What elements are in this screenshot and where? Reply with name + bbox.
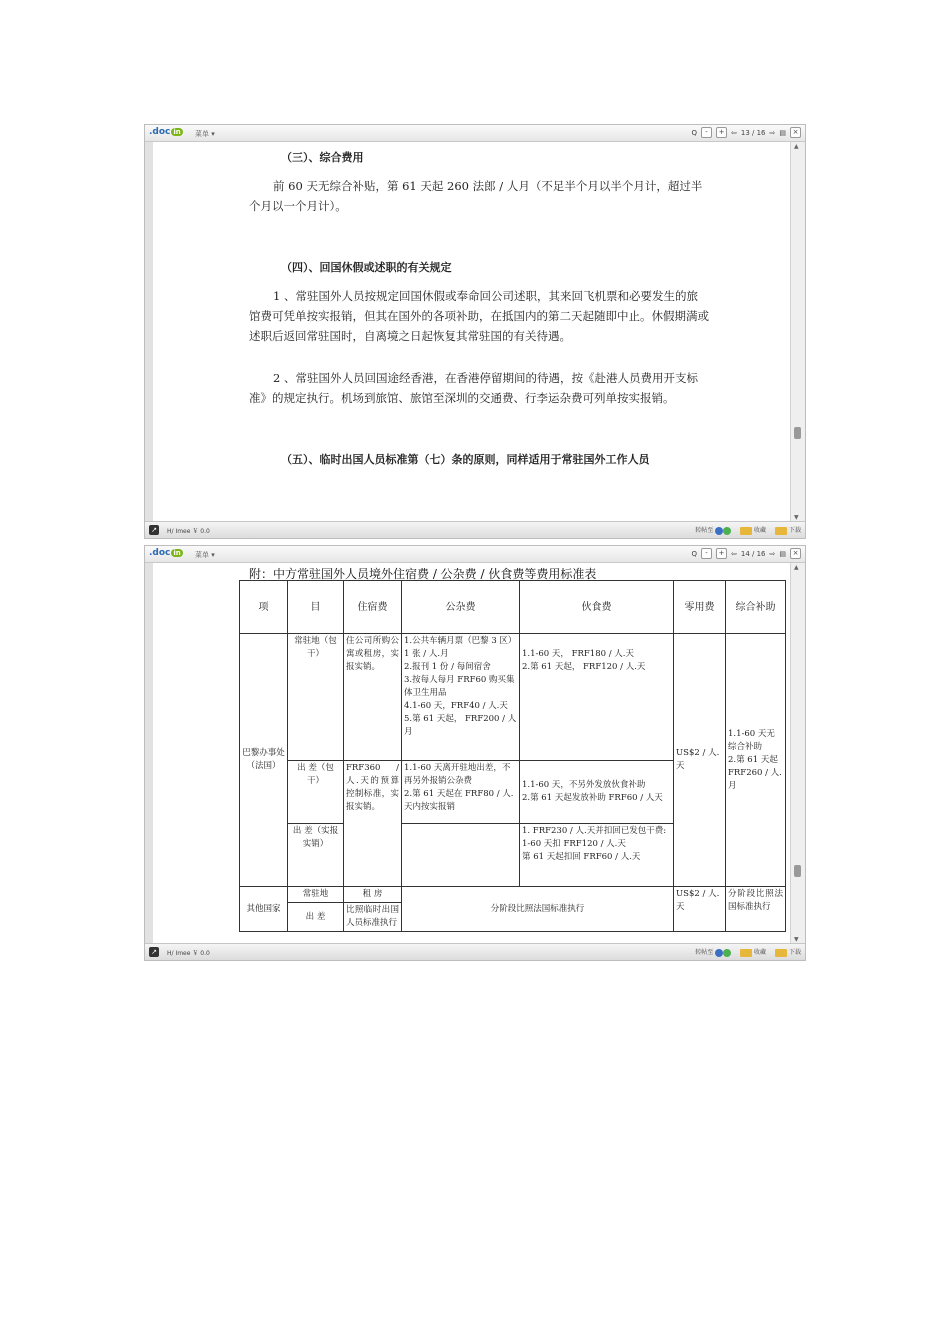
download-button[interactable] <box>775 947 801 957</box>
logo-badge: in <box>173 549 181 557</box>
forward-label: 转帖至 <box>695 949 714 956</box>
zoom-out-button[interactable]: - <box>701 548 712 559</box>
scroll-thumb[interactable] <box>794 865 801 877</box>
vertical-scrollbar[interactable] <box>790 563 805 944</box>
share-icon-2[interactable] <box>723 949 731 957</box>
header-pocket: 零用费 <box>674 581 726 634</box>
document-viewer-page-13 <box>144 124 806 539</box>
paris-resident-label: 常驻地（包 干） <box>288 634 344 761</box>
left-margin <box>145 142 153 522</box>
favorite-label: 收藏 <box>754 949 767 956</box>
fee-standard-table <box>239 580 786 932</box>
zoom-in-button[interactable]: + <box>716 548 727 559</box>
heading-3: （三）、综合费用 <box>281 151 364 164</box>
scroll-down-icon[interactable]: ▼ <box>794 936 799 943</box>
folder-icon <box>740 949 752 957</box>
viewer-toolbar <box>145 125 805 142</box>
favorite-button[interactable] <box>740 525 766 535</box>
favorite-button[interactable] <box>740 947 766 957</box>
viewer-statusbar <box>145 943 805 960</box>
other-resident-lodging: 租 房 <box>344 887 402 903</box>
other-resident-label: 常驻地 <box>288 887 344 903</box>
other-trip-lodging: 比照临时出国人员标准执行 <box>344 903 402 932</box>
paris-resident-meals: 1.1-60 天， FRF180 / 人.天 2.第 61 天起， FRF120 / 人.天 <box>520 634 674 761</box>
paris-subsidy: 1.1-60 天无综合补助 2.第 61 天起 FRF260 / 人.月 <box>726 634 786 887</box>
header-meals: 伙食费 <box>520 581 674 634</box>
header-subsidy: 综合补助 <box>726 581 786 634</box>
next-page-icon[interactable]: ⇨ <box>769 549 776 558</box>
heading-5: （五）、临时出国人员标准第（七）条的原则，同样适用于常驻国外工作人员 <box>281 453 650 466</box>
docin-logo[interactable] <box>149 127 183 137</box>
other-pocket-money: US$2 / 人.天 <box>674 887 726 932</box>
page-indicator: 13 / 16 <box>740 128 766 137</box>
search-icon[interactable]: Q <box>691 128 697 137</box>
header-item-b: 目 <box>288 581 344 634</box>
download-label: 下载 <box>788 949 801 956</box>
table-row <box>240 634 786 761</box>
menu-button[interactable]: 菜单 ▾ <box>195 551 215 559</box>
layout-icon[interactable]: ▤ <box>779 128 786 137</box>
paris-office-cell: 巴黎办事处（法国） <box>240 634 288 887</box>
paris-trip-actual-label: 出 差（实报实销） <box>288 824 344 887</box>
next-page-icon[interactable]: ⇨ <box>769 128 776 137</box>
header-misc: 公杂费 <box>402 581 520 634</box>
document-viewer-page-14 <box>144 545 806 961</box>
paris-resident-lodging: 住公司所购公寓或租房，实报实销。 <box>344 634 402 761</box>
other-rule: 分阶段比照法国标准执行 <box>402 887 674 932</box>
table-row <box>240 887 786 903</box>
zoom-in-button[interactable]: + <box>716 127 727 138</box>
vertical-scrollbar[interactable] <box>790 142 805 522</box>
logo-badge: in <box>173 128 181 136</box>
prev-page-icon[interactable]: ⇦ <box>731 128 737 137</box>
paris-trip-fixed-meals: 1.1-60 天，不另外发放伙食补助 2.第 61 天起发放补助 FRF60 / 人天 <box>520 761 674 824</box>
viewer-statusbar <box>145 521 805 538</box>
download-icon <box>775 527 787 535</box>
page-indicator: 14 / 16 <box>740 549 766 558</box>
paragraph-4-2: 2 、常驻国外人员回国途经香港，在香港停留期间的待遇，按《赴港人员费用开支标准》的规定执行。机场到旅馆、旅馆至深圳的交通费、行李运杂费可列单按实报销。 <box>249 371 698 405</box>
paragraph-4-1: 1 、常驻国外人员按规定回国休假或奉命回公司述职，其来回飞机票和必要发生的旅馆费可凭单按实报销，但其在国外的各项补助，在抵国内的第二天起随即中止。休假期满或述职后返回常驻国时，自离境之日起恢复其常驻国的有关待遇。 <box>249 289 709 343</box>
share-icon[interactable] <box>715 527 723 535</box>
header-item-a: 项 <box>240 581 288 634</box>
zoom-out-button[interactable]: - <box>701 127 712 138</box>
paris-resident-misc: 1.公共车辆月票（巴黎 3 区）1 张 / 人.月 2.报刊 1 份 / 每间宿舍 3.按每人每月 FRF60 购买集体卫生用品 4.1-60 天，FRF40 / 人.天 5.第 61 天起， FRF200 / 人月 <box>402 634 520 761</box>
download-icon <box>775 949 787 957</box>
page-content <box>153 563 789 944</box>
fullscreen-icon[interactable]: ↗ <box>149 525 159 535</box>
share-icon[interactable] <box>715 949 723 957</box>
download-label: 下载 <box>788 527 801 534</box>
left-margin <box>145 563 153 944</box>
other-countries-cell: 其他国家 <box>240 887 288 932</box>
table-title: 附：中方常驻国外人员境外住宿费 / 公杂费 / 伙食费等费用标准表 <box>249 567 597 581</box>
heading-4: （四）、回国休假或述职的有关规定 <box>281 261 452 274</box>
paris-trip-fixed-label: 出 差（包 干） <box>288 761 344 824</box>
status-text: H/ Imee ￥ 0.0 <box>167 949 210 957</box>
layout-icon[interactable]: ▤ <box>779 549 786 558</box>
paris-pocket-money: US$2 / 人.天 <box>674 634 726 887</box>
docin-logo[interactable] <box>149 548 183 558</box>
other-subsidy: 分阶段比照法国标准执行 <box>726 887 786 932</box>
menu-button[interactable]: 菜单 ▾ <box>195 130 215 138</box>
scroll-thumb[interactable] <box>794 427 801 439</box>
forward-label: 转帖至 <box>695 527 714 534</box>
viewer-toolbar <box>145 546 805 563</box>
scroll-up-icon[interactable]: ▲ <box>794 564 799 571</box>
forward-to[interactable] <box>695 947 731 957</box>
paris-trip-fixed-misc: 1.1-60 天离开驻地出差，不再另外报销公杂费 2.第 61 天起在 FRF80 / 人.天内按实报销 <box>402 761 520 824</box>
folder-icon <box>740 527 752 535</box>
header-lodging: 住宿费 <box>344 581 402 634</box>
fullscreen-icon[interactable]: ↗ <box>149 947 159 957</box>
prev-page-icon[interactable]: ⇦ <box>731 549 737 558</box>
other-trip-label: 出 差 <box>288 903 344 932</box>
close-icon[interactable]: × <box>790 127 801 138</box>
share-icon-2[interactable] <box>723 527 731 535</box>
search-icon[interactable]: Q <box>691 549 697 558</box>
page-content <box>153 142 789 522</box>
logo-text: .doc <box>149 127 171 137</box>
status-text: H/ Imee ￥ 0.0 <box>167 527 210 535</box>
paragraph-3: 前 60 天无综合补贴，第 61 天起 260 法郎 / 人月（不足半个月以半个月计，超过半个月以一个月计）。 <box>249 179 703 213</box>
scroll-down-icon[interactable]: ▼ <box>794 514 799 521</box>
download-button[interactable] <box>775 525 801 535</box>
forward-to[interactable] <box>695 525 731 535</box>
close-icon[interactable]: × <box>790 548 801 559</box>
paris-trip-actual-misc <box>402 824 520 887</box>
favorite-label: 收藏 <box>754 527 767 534</box>
table-header-row <box>240 581 786 634</box>
paris-trip-lodging: FRF360 / 人.天的预算控制标准，实报实销。 <box>344 761 402 887</box>
logo-text: .doc <box>149 548 171 558</box>
scroll-up-icon[interactable]: ▲ <box>794 143 799 150</box>
paris-trip-actual-meals: 1. FRF230 / 人.天并扣回已发包干费: 1-60 天扣 FRF120 / 人.天 第 61 天起扣回 FRF60 / 人.天 <box>520 824 674 887</box>
